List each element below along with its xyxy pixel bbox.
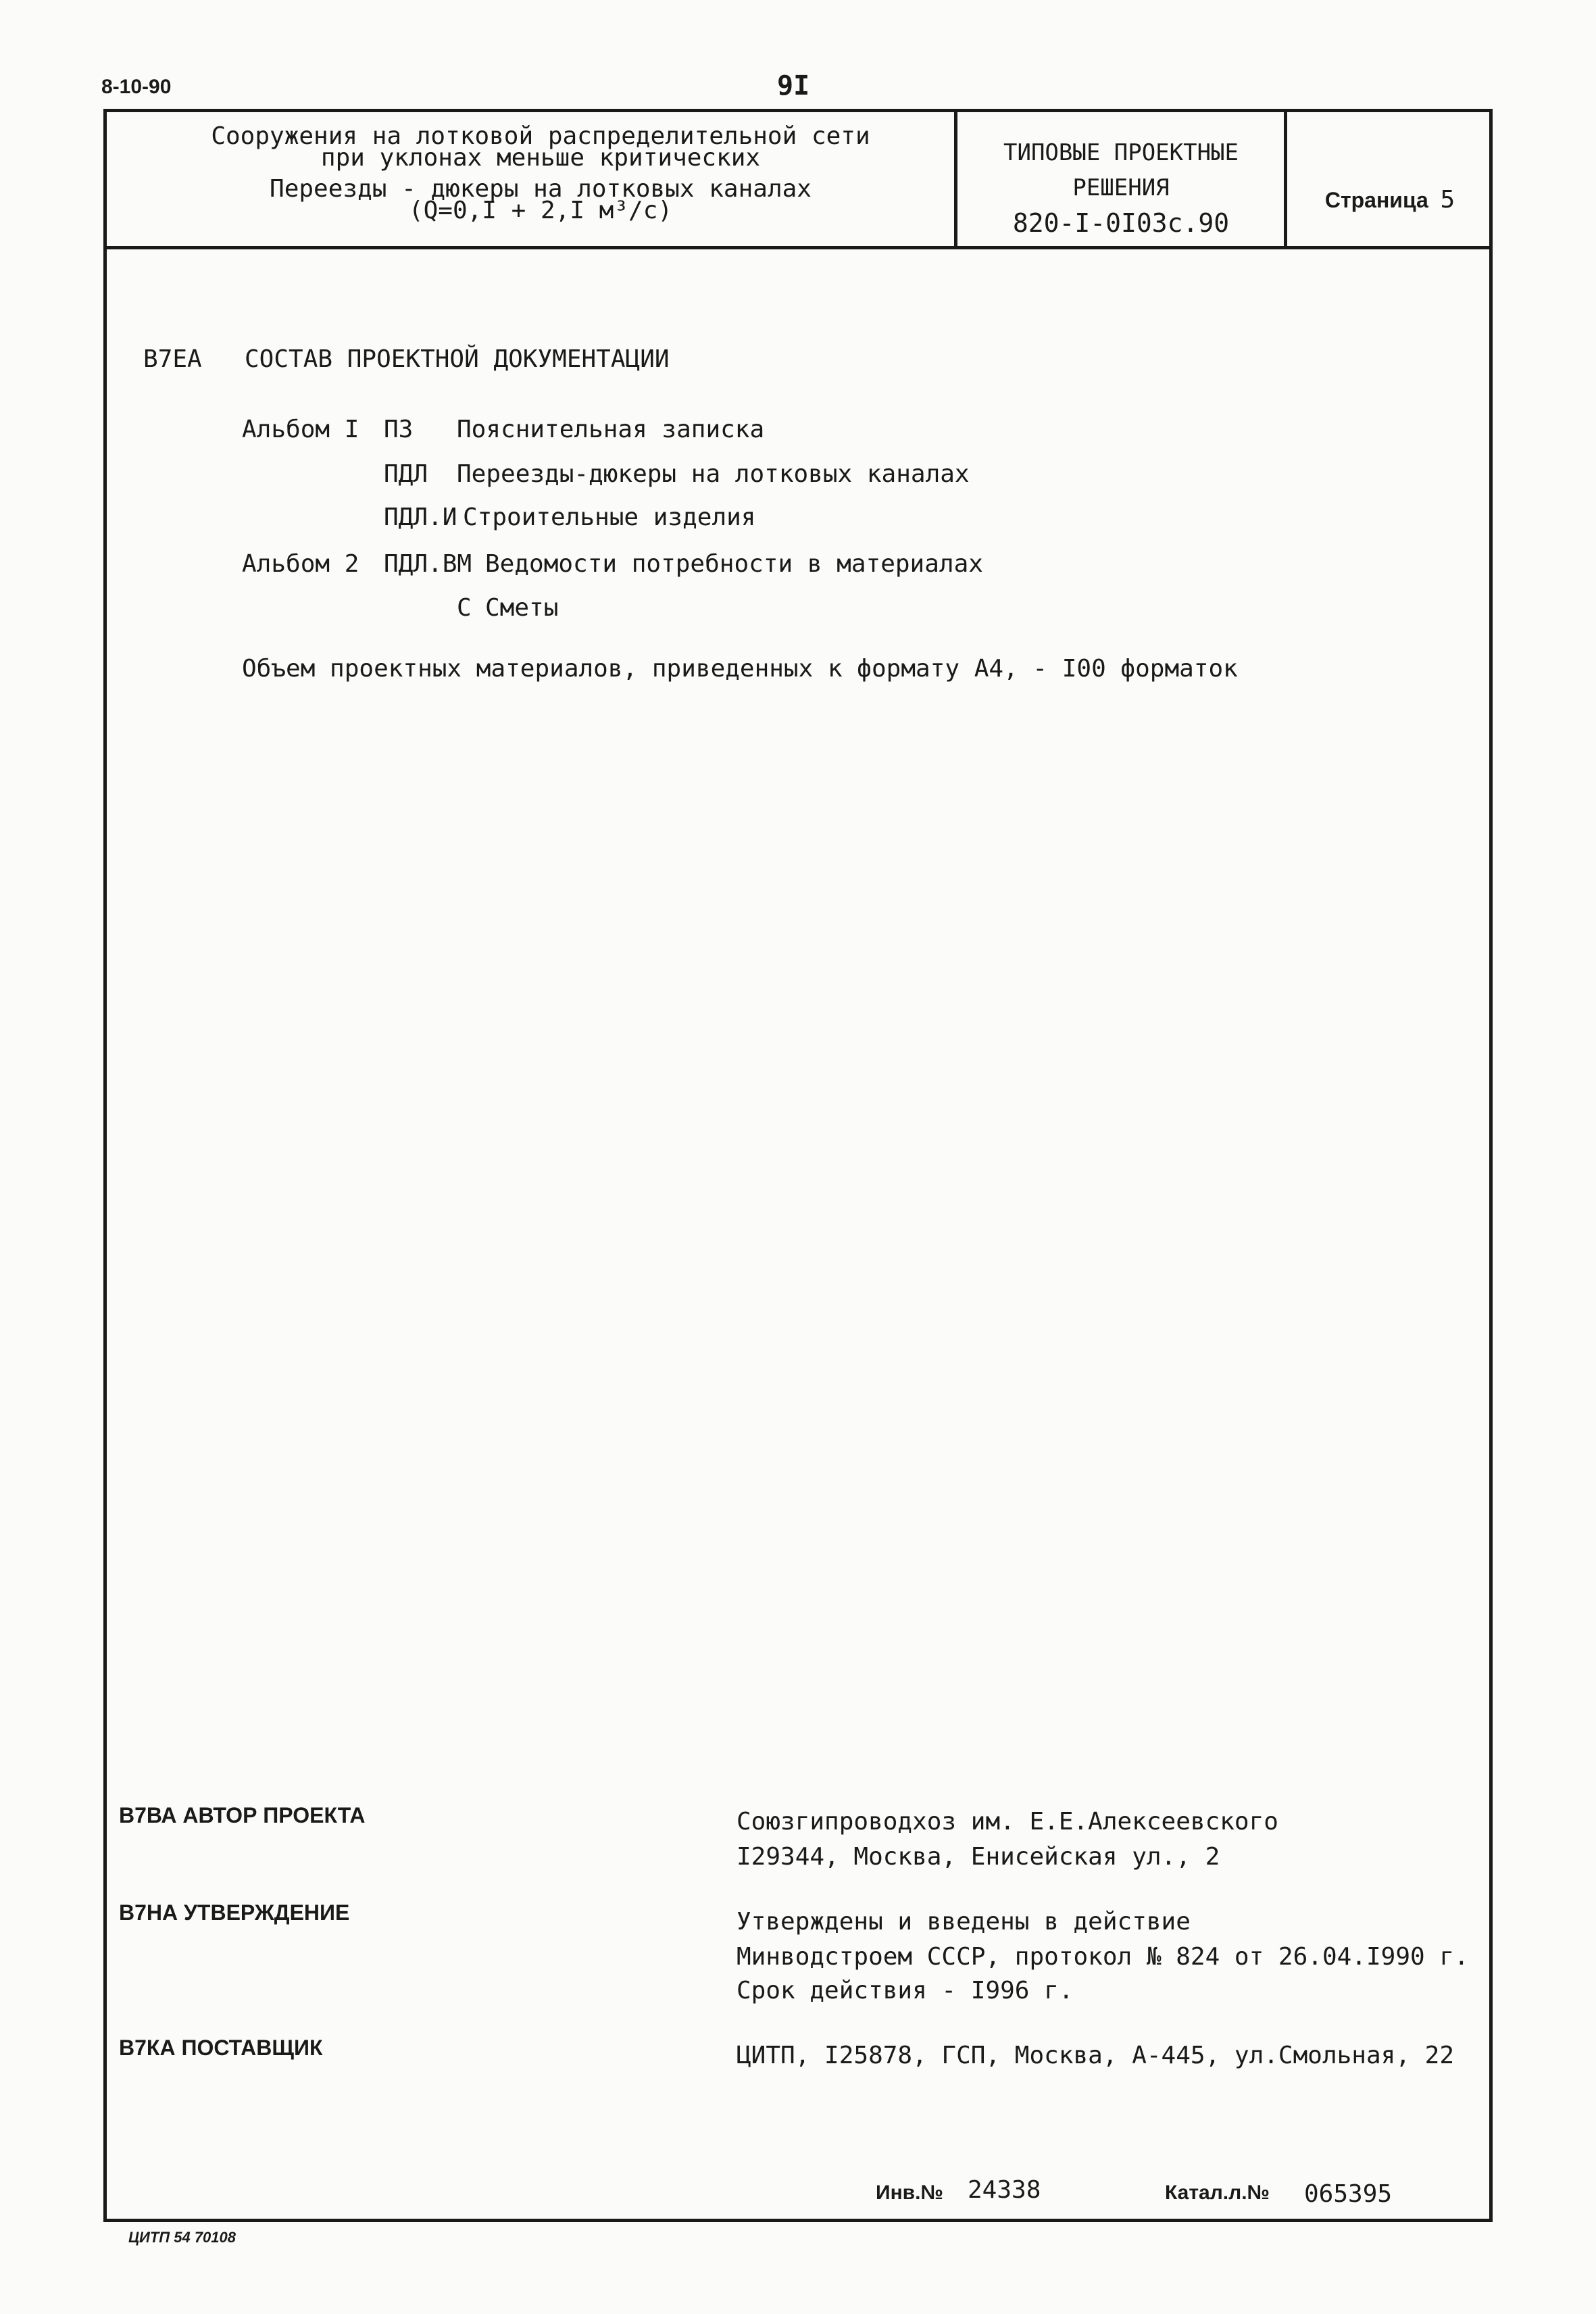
- approval-line-1: Утверждены и введены в действие: [737, 1908, 1191, 1936]
- row-3-code: ПДЛ.И: [384, 503, 457, 531]
- title-line-2: при уклонах меньше критических: [320, 144, 761, 172]
- row-1-desc: Пояснительная записка: [457, 416, 765, 443]
- catalog-label: Катал.л.№: [1165, 2182, 1270, 2204]
- row-5-desc: Сметы: [485, 594, 559, 622]
- approval-line-3: Срок действия - I996 г.: [737, 1977, 1074, 2004]
- row-1-code: ПЗ: [384, 416, 414, 443]
- row-3-desc: Строительные изделия: [463, 503, 756, 531]
- row-1-album: Альбом I: [242, 416, 359, 443]
- approval-line-2: Минводстроем СССР, протокол № 824 от 26.04.I990 г.: [737, 1943, 1469, 1971]
- series-line-2: РЕШЕНИЯ: [1072, 174, 1170, 201]
- title-line-1: Сооружения на лотковой распределительной сети: [211, 122, 870, 150]
- row-4-desc: Ведомости потребности в материалах: [485, 550, 983, 578]
- row-4-album: Альбом 2: [242, 550, 359, 578]
- inv-label: Инв.№: [876, 2182, 943, 2204]
- approval-label: В7НА УТВЕРЖДЕНИЕ: [119, 1900, 350, 1925]
- print-mark: ЦИТП 54 70108: [128, 2229, 236, 2246]
- catalog-value: 065395: [1304, 2180, 1393, 2208]
- row-2-desc: Переезды-дюкеры на лотковых каналах: [457, 460, 970, 488]
- author-line-1: Союзгипроводхоз им. Е.Е.Алексеевского: [737, 1808, 1278, 1836]
- row-4-code: ПДЛ.ВМ: [384, 550, 472, 578]
- header-col-divider-1: [954, 109, 957, 249]
- series-block: [959, 135, 1282, 241]
- header-title: [203, 122, 878, 224]
- author-line-2: I29344, Москва, Енисейская ул., 2: [737, 1843, 1220, 1871]
- title-line-4: (Q=0,I + 2,I м³/с): [408, 197, 673, 224]
- date-code: 8-10-90: [101, 76, 172, 98]
- page-indicator: [1292, 186, 1488, 214]
- volume-note: Объем проектных материалов, приведенных к формату А4, - I00 форматок: [242, 655, 1238, 683]
- inv-value: 24338: [968, 2176, 1041, 2204]
- page-label: Страница: [1324, 188, 1428, 212]
- title-line-3: Переезды - дюкеры на лотковых каналах: [270, 175, 812, 203]
- header-col-divider-2: [1284, 109, 1287, 249]
- series-code: 820-I-0I03с.90: [1012, 208, 1230, 238]
- row-5-code: С: [457, 594, 472, 622]
- supplier-line: ЦИТП, I25878, ГСП, Москва, А-445, ул.Смольная, 22: [737, 2042, 1455, 2069]
- series-line-1: ТИПОВЫЕ ПРОЕКТНЫЕ: [1003, 139, 1239, 166]
- section-code: В7ЕА: [143, 345, 202, 373]
- page-value: 5: [1440, 186, 1455, 214]
- section-title: СОСТАВ ПРОЕКТНОЙ ДОКУМЕНТАЦИИ: [245, 345, 670, 373]
- author-label: В7ВА АВТОР ПРОЕКТА: [119, 1803, 366, 1827]
- sheet-number: 9I: [777, 70, 810, 101]
- supplier-label: В7КА ПОСТАВЩИК: [119, 2036, 323, 2060]
- row-2-code: ПДЛ: [384, 460, 428, 488]
